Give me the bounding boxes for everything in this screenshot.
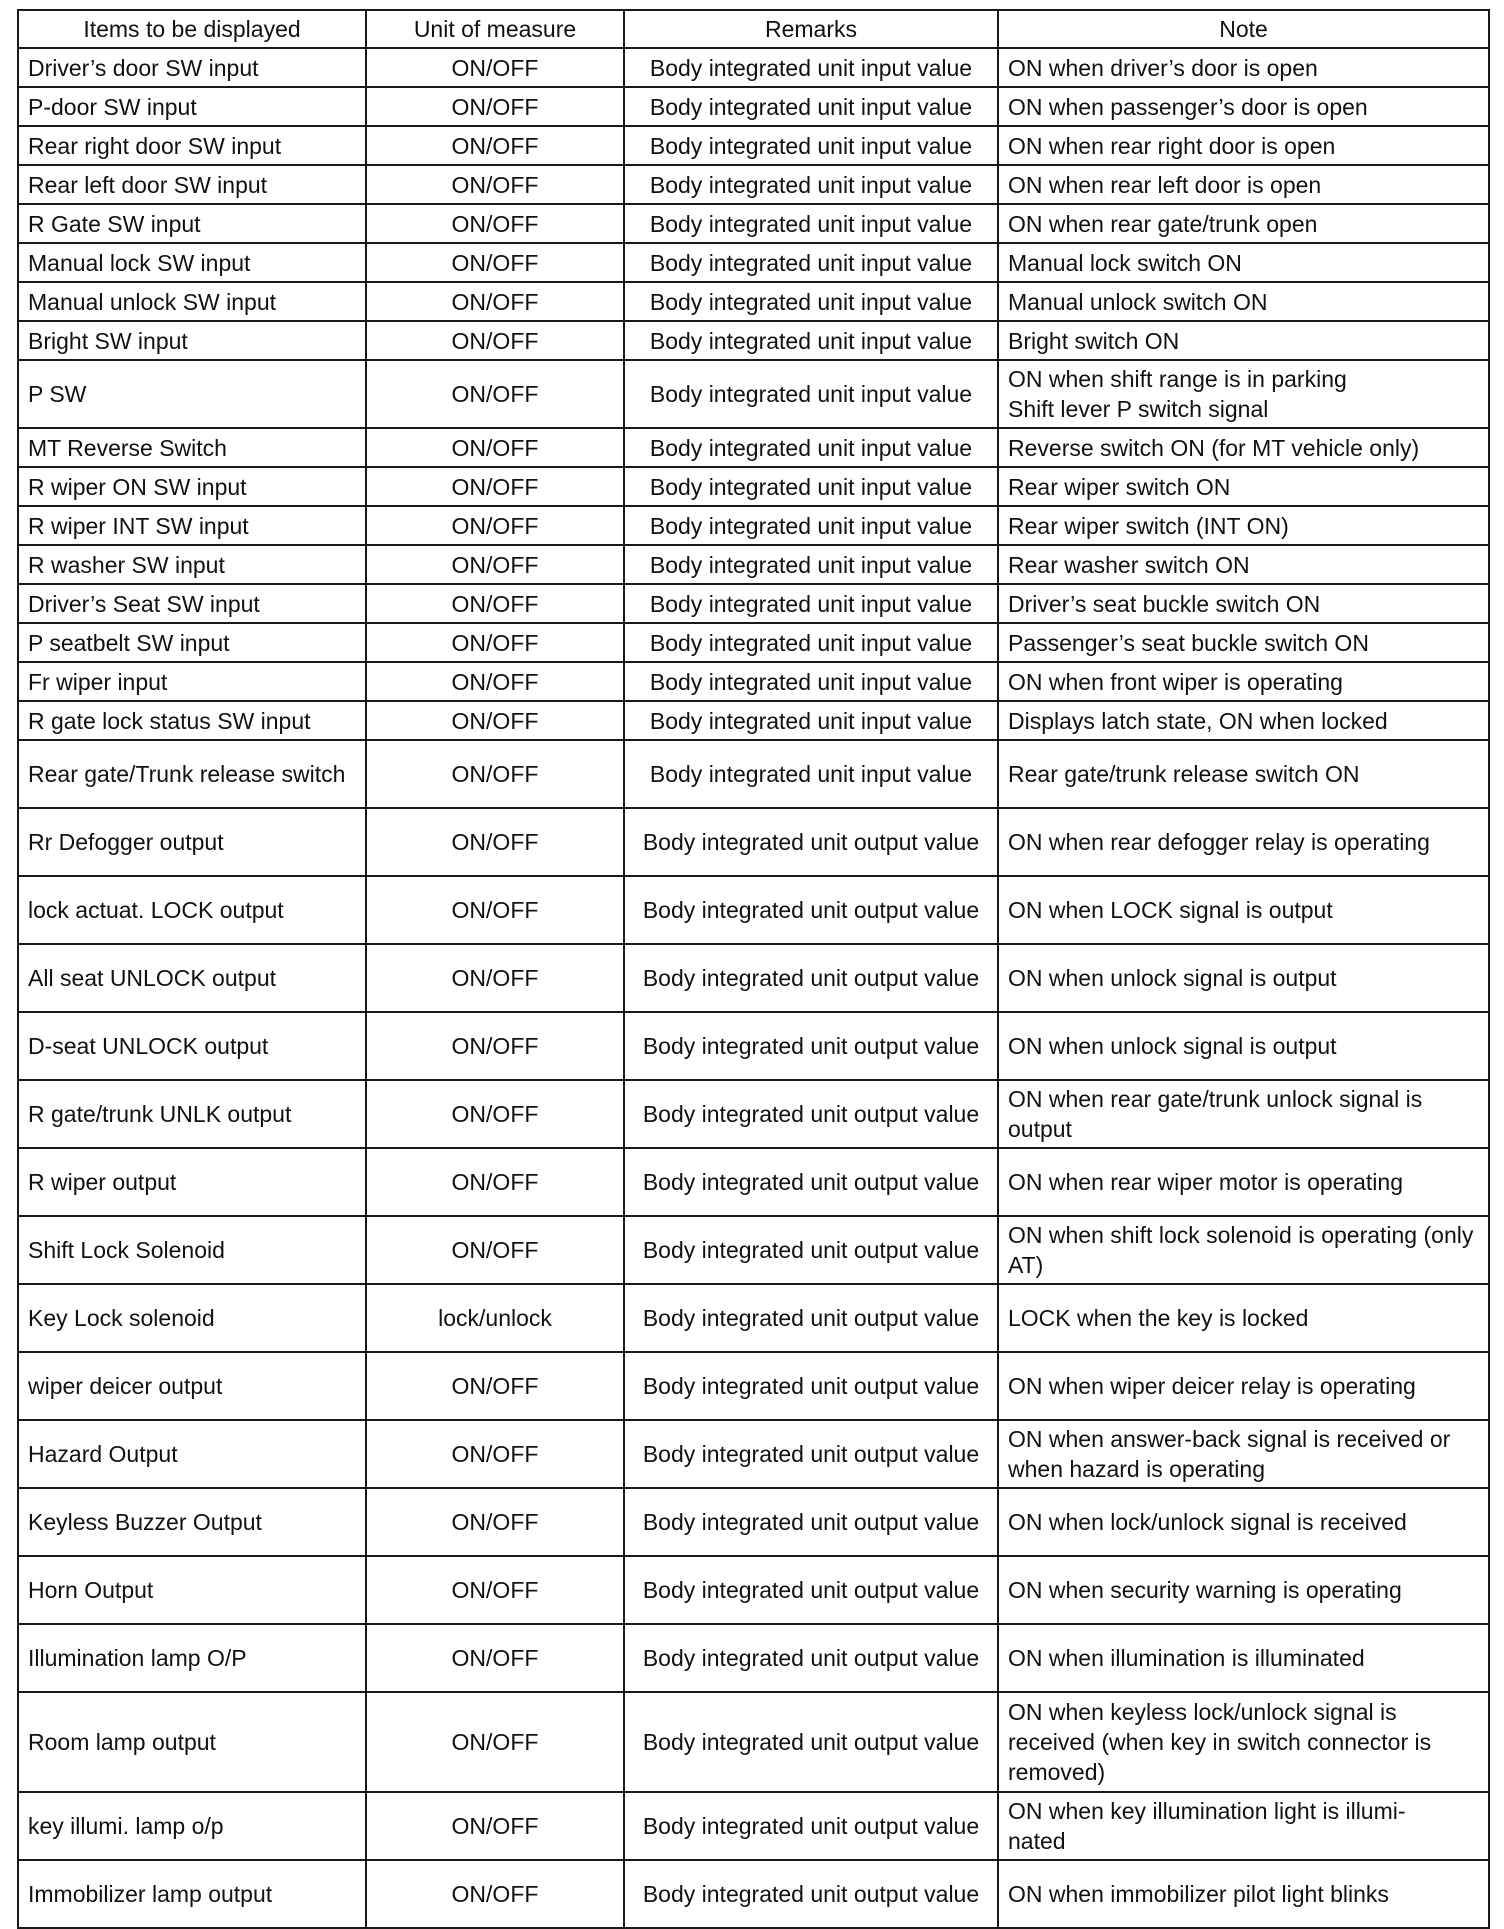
note-cell: ON when LOCK signal is output xyxy=(998,876,1489,944)
unit-cell: ON/OFF xyxy=(366,584,624,623)
remark-cell: Body integrated unit input value xyxy=(624,243,998,282)
remark-cell: Body integrated unit input value xyxy=(624,623,998,662)
item-cell: Driver’s Seat SW input xyxy=(18,584,366,623)
remark-cell: Body integrated unit input value xyxy=(624,204,998,243)
item-cell: MT Reverse Switch xyxy=(18,428,366,467)
unit-cell: lock/unlock xyxy=(366,1284,624,1352)
note-cell: ON when rear gate/trunk unlock signal is output xyxy=(998,1080,1489,1148)
note-cell: Rear wiper switch ON xyxy=(998,467,1489,506)
remark-cell: Body integrated unit output value xyxy=(624,1148,998,1216)
note-cell: Displays latch state, ON when locked xyxy=(998,701,1489,740)
remark-cell: Body integrated unit output value xyxy=(624,1488,998,1556)
note-cell: Manual lock switch ON xyxy=(998,243,1489,282)
table-row xyxy=(18,1792,1489,1860)
unit-cell: ON/OFF xyxy=(366,467,624,506)
unit-cell: ON/OFF xyxy=(366,428,624,467)
table-row xyxy=(18,876,1489,944)
unit-cell: ON/OFF xyxy=(366,204,624,243)
unit-cell: ON/OFF xyxy=(366,545,624,584)
table-row xyxy=(18,623,1489,662)
unit-cell: ON/OFF xyxy=(366,701,624,740)
note-cell: Rear wiper switch (INT ON) xyxy=(998,506,1489,545)
remark-cell: Body integrated unit output value xyxy=(624,808,998,876)
table-row xyxy=(18,1012,1489,1080)
note-cell: ON when keyless lock/unlock signal is received (when key in switch connector is removed) xyxy=(998,1692,1489,1792)
note-cell: ON when answer-back signal is received or when hazard is operating xyxy=(998,1420,1489,1488)
note-cell: ON when unlock signal is output xyxy=(998,1012,1489,1080)
remark-cell: Body integrated unit output value xyxy=(624,876,998,944)
unit-cell: ON/OFF xyxy=(366,1148,624,1216)
item-cell: R washer SW input xyxy=(18,545,366,584)
item-cell: Hazard Output xyxy=(18,1420,366,1488)
unit-cell: ON/OFF xyxy=(366,876,624,944)
table-row xyxy=(18,808,1489,876)
table-row xyxy=(18,467,1489,506)
table-row xyxy=(18,1080,1489,1148)
unit-cell: ON/OFF xyxy=(366,243,624,282)
note-cell: ON when lock/unlock signal is received xyxy=(998,1488,1489,1556)
table-row xyxy=(18,282,1489,321)
table-row xyxy=(18,662,1489,701)
note-cell: ON when unlock signal is output xyxy=(998,944,1489,1012)
remark-cell: Body integrated unit input value xyxy=(624,321,998,360)
table-row xyxy=(18,165,1489,204)
header-remarks: Remarks xyxy=(624,10,998,48)
table-row xyxy=(18,428,1489,467)
remark-cell: Body integrated unit input value xyxy=(624,467,998,506)
item-cell: R Gate SW input xyxy=(18,204,366,243)
item-cell: P-door SW input xyxy=(18,87,366,126)
unit-cell: ON/OFF xyxy=(366,740,624,808)
note-cell: Manual unlock switch ON xyxy=(998,282,1489,321)
note-cell: ON when illumination is illuminated xyxy=(998,1624,1489,1692)
table-row xyxy=(18,1624,1489,1692)
table-row xyxy=(18,360,1489,428)
unit-cell: ON/OFF xyxy=(366,506,624,545)
note-cell: Reverse switch ON (for MT vehicle only) xyxy=(998,428,1489,467)
item-cell: Key Lock solenoid xyxy=(18,1284,366,1352)
data-display-table xyxy=(17,9,1490,1929)
item-cell: Manual lock SW input xyxy=(18,243,366,282)
note-cell: Passenger’s seat buckle switch ON xyxy=(998,623,1489,662)
remark-cell: Body integrated unit input value xyxy=(624,545,998,584)
table-row xyxy=(18,1692,1489,1792)
remark-cell: Body integrated unit output value xyxy=(624,1352,998,1420)
item-cell: Shift Lock Solenoid xyxy=(18,1216,366,1284)
note-cell: LOCK when the key is locked xyxy=(998,1284,1489,1352)
table-header xyxy=(18,10,1489,48)
note-cell: ON when rear right door is open xyxy=(998,126,1489,165)
table-row xyxy=(18,321,1489,360)
header-item: Items to be displayed xyxy=(18,10,366,48)
remark-cell: Body integrated unit input value xyxy=(624,584,998,623)
table-row xyxy=(18,204,1489,243)
unit-cell: ON/OFF xyxy=(366,944,624,1012)
note-cell: ON when shift lock solenoid is operating (only AT) xyxy=(998,1216,1489,1284)
note-cell: Driver’s seat buckle switch ON xyxy=(998,584,1489,623)
remark-cell: Body integrated unit output value xyxy=(624,1624,998,1692)
table-row xyxy=(18,944,1489,1012)
unit-cell: ON/OFF xyxy=(366,282,624,321)
note-cell: ON when front wiper is operating xyxy=(998,662,1489,701)
item-cell: lock actuat. LOCK output xyxy=(18,876,366,944)
table-row xyxy=(18,1556,1489,1624)
item-cell: Illumination lamp O/P xyxy=(18,1624,366,1692)
unit-cell: ON/OFF xyxy=(366,1624,624,1692)
note-cell: ON when rear left door is open xyxy=(998,165,1489,204)
note-cell: ON when security warning is operating xyxy=(998,1556,1489,1624)
remark-cell: Body integrated unit output value xyxy=(624,1080,998,1148)
unit-cell: ON/OFF xyxy=(366,1488,624,1556)
unit-cell: ON/OFF xyxy=(366,1080,624,1148)
note-cell: ON when shift range is in parking Shift lever P switch signal xyxy=(998,360,1489,428)
header-unit: Unit of measure xyxy=(366,10,624,48)
note-cell: ON when wiper deicer relay is operating xyxy=(998,1352,1489,1420)
item-cell: Fr wiper input xyxy=(18,662,366,701)
remark-cell: Body integrated unit input value xyxy=(624,428,998,467)
unit-cell: ON/OFF xyxy=(366,321,624,360)
remark-cell: Body integrated unit input value xyxy=(624,87,998,126)
table-row xyxy=(18,506,1489,545)
unit-cell: ON/OFF xyxy=(366,126,624,165)
remark-cell: Body integrated unit input value xyxy=(624,48,998,87)
unit-cell: ON/OFF xyxy=(366,87,624,126)
remark-cell: Body integrated unit output value xyxy=(624,1556,998,1624)
table-row xyxy=(18,584,1489,623)
unit-cell: ON/OFF xyxy=(366,1012,624,1080)
item-cell: D-seat UNLOCK output xyxy=(18,1012,366,1080)
note-cell: ON when rear wiper motor is operating xyxy=(998,1148,1489,1216)
item-cell: Driver’s door SW input xyxy=(18,48,366,87)
unit-cell: ON/OFF xyxy=(366,1692,624,1792)
note-cell: ON when rear gate/trunk open xyxy=(998,204,1489,243)
unit-cell: ON/OFF xyxy=(366,1556,624,1624)
item-cell: Manual unlock SW input xyxy=(18,282,366,321)
remark-cell: Body integrated unit output value xyxy=(624,1012,998,1080)
item-cell: Horn Output xyxy=(18,1556,366,1624)
item-cell: key illumi. lamp o/p xyxy=(18,1792,366,1860)
remark-cell: Body integrated unit output value xyxy=(624,1284,998,1352)
item-cell: Immobilizer lamp output xyxy=(18,1860,366,1928)
item-cell: Rr Defogger output xyxy=(18,808,366,876)
note-cell: ON when immobilizer pilot light blinks xyxy=(998,1860,1489,1928)
item-cell: P SW xyxy=(18,360,366,428)
note-cell: Rear gate/trunk release switch ON xyxy=(998,740,1489,808)
remark-cell: Body integrated unit output value xyxy=(624,944,998,1012)
note-cell: ON when passenger’s door is open xyxy=(998,87,1489,126)
table-row xyxy=(18,545,1489,584)
table-row xyxy=(18,126,1489,165)
remark-cell: Body integrated unit output value xyxy=(624,1792,998,1860)
table-row xyxy=(18,243,1489,282)
remark-cell: Body integrated unit output value xyxy=(624,1420,998,1488)
table-row xyxy=(18,48,1489,87)
unit-cell: ON/OFF xyxy=(366,623,624,662)
table-row xyxy=(18,701,1489,740)
item-cell: R gate/trunk UNLK output xyxy=(18,1080,366,1148)
unit-cell: ON/OFF xyxy=(366,1792,624,1860)
item-cell: R wiper ON SW input xyxy=(18,467,366,506)
item-cell: R gate lock status SW input xyxy=(18,701,366,740)
unit-cell: ON/OFF xyxy=(366,1352,624,1420)
table-row xyxy=(18,1488,1489,1556)
remark-cell: Body integrated unit output value xyxy=(624,1692,998,1792)
item-cell: Rear left door SW input xyxy=(18,165,366,204)
note-cell: ON when key illumination light is illumi- nated xyxy=(998,1792,1489,1860)
item-cell: Room lamp output xyxy=(18,1692,366,1792)
item-cell: R wiper output xyxy=(18,1148,366,1216)
remark-cell: Body integrated unit input value xyxy=(624,662,998,701)
item-cell: Bright SW input xyxy=(18,321,366,360)
remark-cell: Body integrated unit input value xyxy=(624,506,998,545)
note-cell: Rear washer switch ON xyxy=(998,545,1489,584)
note-cell: Bright switch ON xyxy=(998,321,1489,360)
unit-cell: ON/OFF xyxy=(366,662,624,701)
table-row xyxy=(18,87,1489,126)
table-body xyxy=(18,48,1489,1928)
table-row xyxy=(18,1352,1489,1420)
remark-cell: Body integrated unit output value xyxy=(624,1860,998,1928)
item-cell: P seatbelt SW input xyxy=(18,623,366,662)
table-row xyxy=(18,740,1489,808)
item-cell: wiper deicer output xyxy=(18,1352,366,1420)
item-cell: Keyless Buzzer Output xyxy=(18,1488,366,1556)
unit-cell: ON/OFF xyxy=(366,48,624,87)
remark-cell: Body integrated unit input value xyxy=(624,282,998,321)
item-cell: All seat UNLOCK output xyxy=(18,944,366,1012)
note-cell: ON when driver’s door is open xyxy=(998,48,1489,87)
unit-cell: ON/OFF xyxy=(366,808,624,876)
remark-cell: Body integrated unit input value xyxy=(624,701,998,740)
remark-cell: Body integrated unit input value xyxy=(624,360,998,428)
unit-cell: ON/OFF xyxy=(366,1420,624,1488)
note-cell: ON when rear defogger relay is operating xyxy=(998,808,1489,876)
item-cell: Rear gate/Trunk release switch xyxy=(18,740,366,808)
unit-cell: ON/OFF xyxy=(366,1216,624,1284)
remark-cell: Body integrated unit input value xyxy=(624,126,998,165)
unit-cell: ON/OFF xyxy=(366,360,624,428)
item-cell: Rear right door SW input xyxy=(18,126,366,165)
unit-cell: ON/OFF xyxy=(366,165,624,204)
table-row xyxy=(18,1148,1489,1216)
table-row xyxy=(18,1284,1489,1352)
remark-cell: Body integrated unit input value xyxy=(624,740,998,808)
remark-cell: Body integrated unit output value xyxy=(624,1216,998,1284)
table-row xyxy=(18,1420,1489,1488)
unit-cell: ON/OFF xyxy=(366,1860,624,1928)
item-cell: R wiper INT SW input xyxy=(18,506,366,545)
table-row xyxy=(18,1216,1489,1284)
remark-cell: Body integrated unit input value xyxy=(624,165,998,204)
header-note: Note xyxy=(998,10,1489,48)
